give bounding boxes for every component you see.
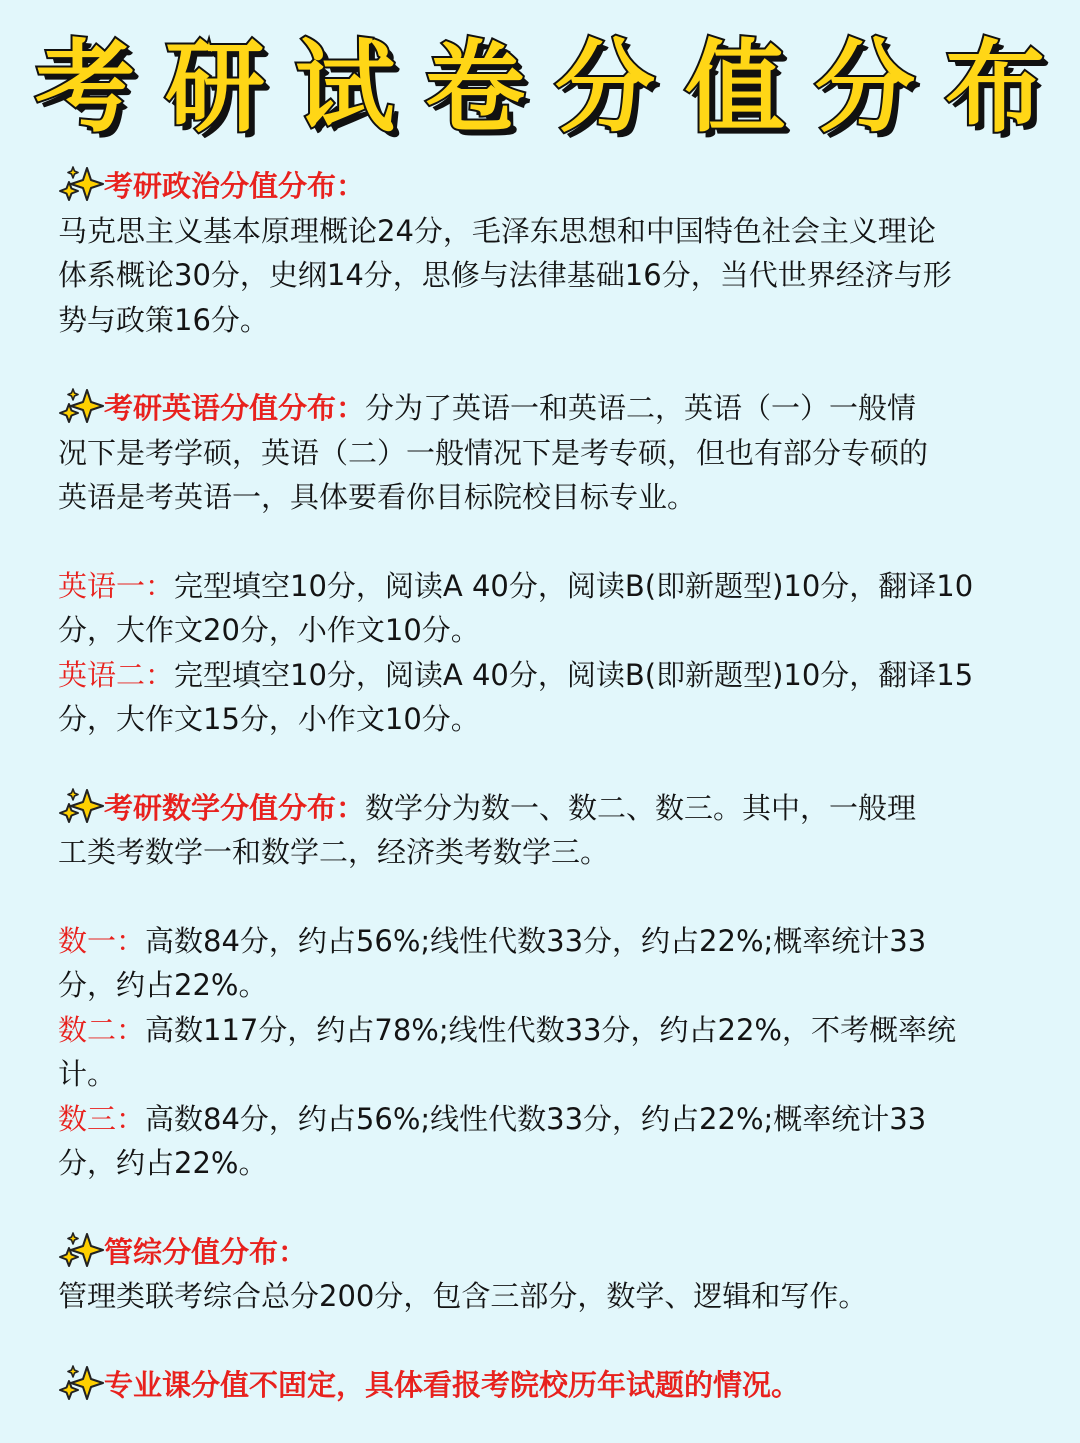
math-two-line xyxy=(58,1008,1018,1053)
english-two-text: 完型填空10分，阅读A 40分，阅读B(即新题型)10分，翻译15 xyxy=(174,657,974,692)
title-char: 考 xyxy=(35,29,135,146)
english-one-line: 分，大作文20分，小作文10分。 xyxy=(58,613,480,647)
math-one-text: 高数84分，约占56%;线性代数33分，约占22%;概率统计33 xyxy=(145,923,927,958)
spacer xyxy=(58,742,1018,786)
english-two-line: 分，大作文15分，小作文10分。 xyxy=(58,702,480,736)
management-heading: 管综分值分布： xyxy=(104,1234,308,1269)
english-heading-line xyxy=(58,386,1018,431)
math-heading: 考研数学分值分布： xyxy=(104,790,366,825)
math-two-label: 数二： xyxy=(58,1012,146,1047)
politics-line: 体系概论30分，史纲14分，思修与法律基础16分，当代世界经济与形 xyxy=(58,258,952,292)
english-two-line xyxy=(58,653,1018,698)
english-line: 况下是考学硕，英语（二）一般情况下是考专硕，但也有部分专硕的 xyxy=(58,435,929,470)
major-section xyxy=(58,1363,1018,1408)
spacer xyxy=(58,520,1018,564)
math-two-text: 高数117分，约占78%;线性代数33分，约占22%，不考概率统 xyxy=(145,1012,956,1047)
content-body xyxy=(58,164,1018,1407)
major-line xyxy=(58,1363,1018,1408)
management-section xyxy=(58,1230,1018,1319)
spacer xyxy=(58,875,1018,919)
politics-heading-line xyxy=(58,164,1018,209)
english-one-label: 英语一： xyxy=(58,568,175,603)
sparkles-icon xyxy=(58,166,104,204)
math-intro: 数学分为数一、数二、数三。其中，一般理 xyxy=(365,790,917,825)
management-heading-line xyxy=(58,1230,1018,1275)
math-one-line xyxy=(58,919,1018,964)
english-two-label: 英语二： xyxy=(58,657,175,692)
math-three-label: 数三： xyxy=(58,1101,146,1136)
sparkles-icon xyxy=(58,388,104,426)
english-one-text: 完型填空10分，阅读A 40分，阅读B(即新题型)10分，翻译10 xyxy=(174,568,974,603)
major-text: 专业课分值不固定，具体看报考院校历年试题的情况。 xyxy=(104,1367,801,1402)
politics-line: 马克思主义基本原理概论24分，毛泽东思想和中国特色社会主义理论 xyxy=(58,213,936,248)
politics-section xyxy=(58,164,1018,342)
title-char: 布 xyxy=(945,29,1045,146)
english-section xyxy=(58,386,1018,742)
english-one-line xyxy=(58,564,1018,609)
math-heading-line xyxy=(58,786,1018,831)
title-char: 试 xyxy=(295,29,395,146)
english-heading: 考研英语分值分布： xyxy=(104,391,366,425)
title-char: 卷 xyxy=(425,29,525,146)
english-line: 英语是考英语一，具体要看你目标院校目标专业。 xyxy=(58,480,697,514)
title-char: 研 xyxy=(165,29,265,146)
math-three-line: 分，约占22%。 xyxy=(58,1146,268,1180)
politics-line: 势与政策16分。 xyxy=(58,302,269,337)
politics-heading: 考研政治分值分布： xyxy=(104,169,366,203)
english-intro: 分为了英语一和英语二，英语（一）一般情 xyxy=(365,391,917,425)
math-three-line xyxy=(58,1097,1018,1142)
sparkles-icon xyxy=(58,788,104,826)
math-line: 工类考数学一和数学二，经济类考数学三。 xyxy=(58,835,610,869)
math-two-line: 计。 xyxy=(58,1057,117,1091)
title-char: 分 xyxy=(555,29,655,146)
sparkles-icon xyxy=(58,1365,104,1403)
sparkles-icon xyxy=(58,1232,104,1270)
spacer xyxy=(58,342,1018,386)
math-one-label: 数一： xyxy=(58,923,146,958)
spacer xyxy=(58,1186,1018,1230)
math-three-text: 高数84分，约占56%;线性代数33分，约占22%;概率统计33 xyxy=(145,1101,927,1136)
spacer xyxy=(58,1319,1018,1363)
page-title xyxy=(0,28,1080,148)
management-line: 管理类联考综合总分200分，包含三部分，数学、逻辑和写作。 xyxy=(58,1279,868,1313)
math-section xyxy=(58,786,1018,1186)
math-one-line: 分，约占22%。 xyxy=(58,968,268,1002)
title-char: 分 xyxy=(815,29,915,146)
title-char: 值 xyxy=(685,29,785,146)
